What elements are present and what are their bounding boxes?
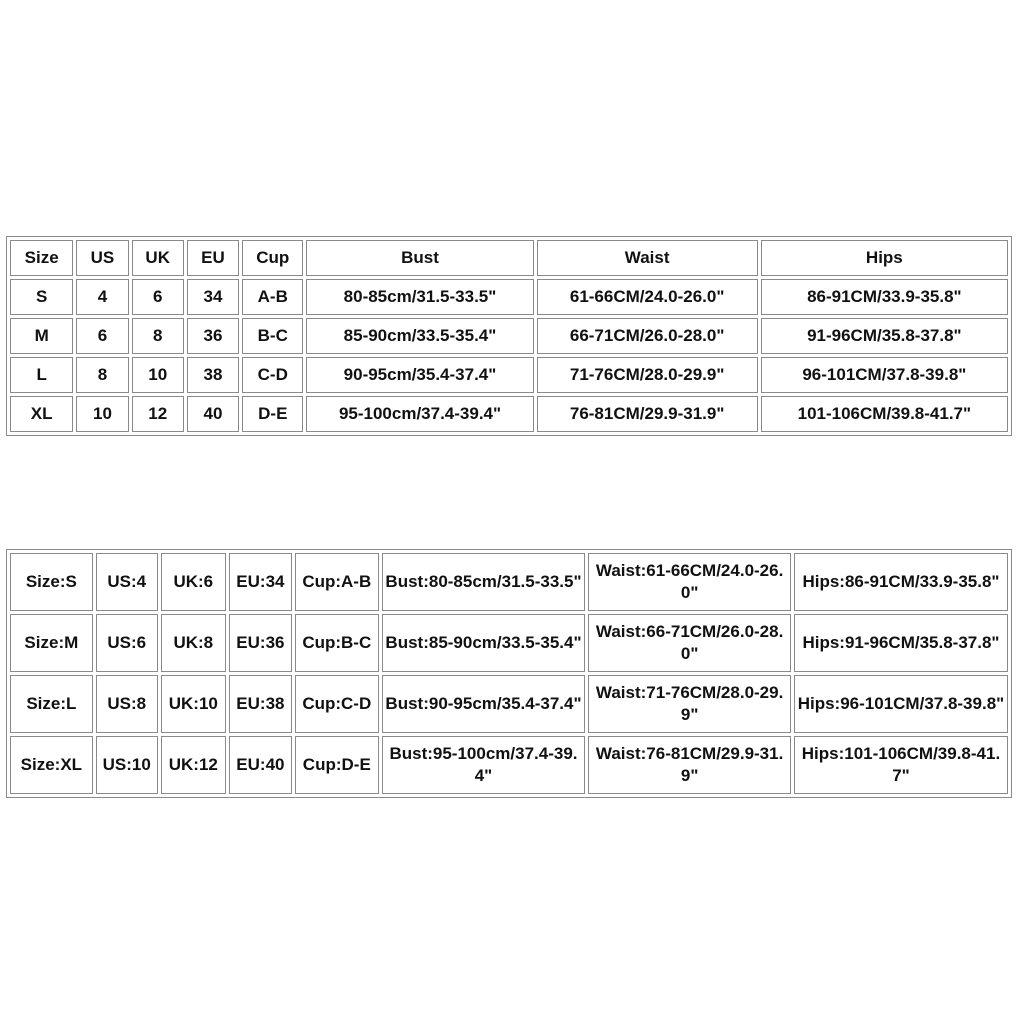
table-cell: Waist:71-76CM/28.0-29.9" [588, 675, 791, 733]
table-cell: US:10 [96, 736, 158, 794]
table-cell: Waist:61-66CM/24.0-26.0" [588, 553, 791, 611]
table-cell: Bust:85-90cm/33.5-35.4" [382, 614, 586, 672]
table-cell: Hips:86-91CM/33.9-35.8" [794, 553, 1008, 611]
table-cell: 8 [132, 318, 184, 354]
table-row [10, 614, 1008, 672]
header-cell-hips: Hips [761, 240, 1008, 276]
table-cell: Cup:A-B [295, 553, 379, 611]
table-cell: 34 [187, 279, 239, 315]
table-cell: Bust:95-100cm/37.4-39.4" [382, 736, 586, 794]
table-cell: Waist:66-71CM/26.0-28.0" [588, 614, 791, 672]
table-cell: XL [10, 396, 73, 432]
table-row [10, 736, 1008, 794]
table-row [10, 357, 1008, 393]
table-cell: Bust:80-85cm/31.5-33.5" [382, 553, 586, 611]
table-cell: EU:34 [229, 553, 292, 611]
table-cell: Hips:91-96CM/35.8-37.8" [794, 614, 1008, 672]
table-cell: Size:M [10, 614, 93, 672]
table-cell: D-E [242, 396, 303, 432]
table-cell: Hips:96-101CM/37.8-39.8" [794, 675, 1008, 733]
header-cell-uk: UK [132, 240, 184, 276]
header-cell-waist: Waist [537, 240, 758, 276]
table-cell: US:4 [96, 553, 158, 611]
table-cell: EU:40 [229, 736, 292, 794]
table-row [10, 279, 1008, 315]
table-cell: 96-101CM/37.8-39.8" [761, 357, 1008, 393]
header-cell-bust: Bust [306, 240, 533, 276]
table-cell: 95-100cm/37.4-39.4" [306, 396, 533, 432]
table-cell: 6 [76, 318, 128, 354]
table-cell: 71-76CM/28.0-29.9" [537, 357, 758, 393]
table-cell: S [10, 279, 73, 315]
table-cell: UK:6 [161, 553, 226, 611]
table-cell: 76-81CM/29.9-31.9" [537, 396, 758, 432]
table-cell: 91-96CM/35.8-37.8" [761, 318, 1008, 354]
table-cell: 90-95cm/35.4-37.4" [306, 357, 533, 393]
table-cell: EU:38 [229, 675, 292, 733]
table-cell: EU:36 [229, 614, 292, 672]
table-row [10, 675, 1008, 733]
table-cell: 6 [132, 279, 184, 315]
table-cell: B-C [242, 318, 303, 354]
table-cell: Cup:C-D [295, 675, 379, 733]
table-cell: Hips:101-106CM/39.8-41.7" [794, 736, 1008, 794]
table-cell: Bust:90-95cm/35.4-37.4" [382, 675, 586, 733]
table-cell: L [10, 357, 73, 393]
header-cell-us: US [76, 240, 128, 276]
table-cell: US:8 [96, 675, 158, 733]
table-cell: M [10, 318, 73, 354]
table-cell: 12 [132, 396, 184, 432]
table-cell: 38 [187, 357, 239, 393]
table-cell: 85-90cm/33.5-35.4" [306, 318, 533, 354]
table-cell: Size:XL [10, 736, 93, 794]
table-cell: Size:L [10, 675, 93, 733]
table-cell: 10 [132, 357, 184, 393]
table-cell: UK:12 [161, 736, 226, 794]
table-cell: UK:8 [161, 614, 226, 672]
table-cell: 61-66CM/24.0-26.0" [537, 279, 758, 315]
table-cell: Size:S [10, 553, 93, 611]
table-cell: Cup:D-E [295, 736, 379, 794]
size-chart-labeled-table [6, 549, 1012, 798]
table-cell: Waist:76-81CM/29.9-31.9" [588, 736, 791, 794]
table-cell: 66-71CM/26.0-28.0" [537, 318, 758, 354]
table-row [10, 553, 1008, 611]
table-cell: 101-106CM/39.8-41.7" [761, 396, 1008, 432]
size-chart-table [6, 236, 1012, 436]
table-row [10, 396, 1008, 432]
table-cell: Cup:B-C [295, 614, 379, 672]
table-cell: US:6 [96, 614, 158, 672]
table-cell: 40 [187, 396, 239, 432]
table-cell: 80-85cm/31.5-33.5" [306, 279, 533, 315]
table-row [10, 318, 1008, 354]
table-cell: C-D [242, 357, 303, 393]
table-cell: A-B [242, 279, 303, 315]
header-cell-cup: Cup [242, 240, 303, 276]
table-cell: UK:10 [161, 675, 226, 733]
table-cell: 10 [76, 396, 128, 432]
table-header-row [10, 240, 1008, 276]
header-cell-eu: EU [187, 240, 239, 276]
header-cell-size: Size [10, 240, 73, 276]
table-cell: 86-91CM/33.9-35.8" [761, 279, 1008, 315]
table-cell: 4 [76, 279, 128, 315]
table-cell: 36 [187, 318, 239, 354]
table-cell: 8 [76, 357, 128, 393]
